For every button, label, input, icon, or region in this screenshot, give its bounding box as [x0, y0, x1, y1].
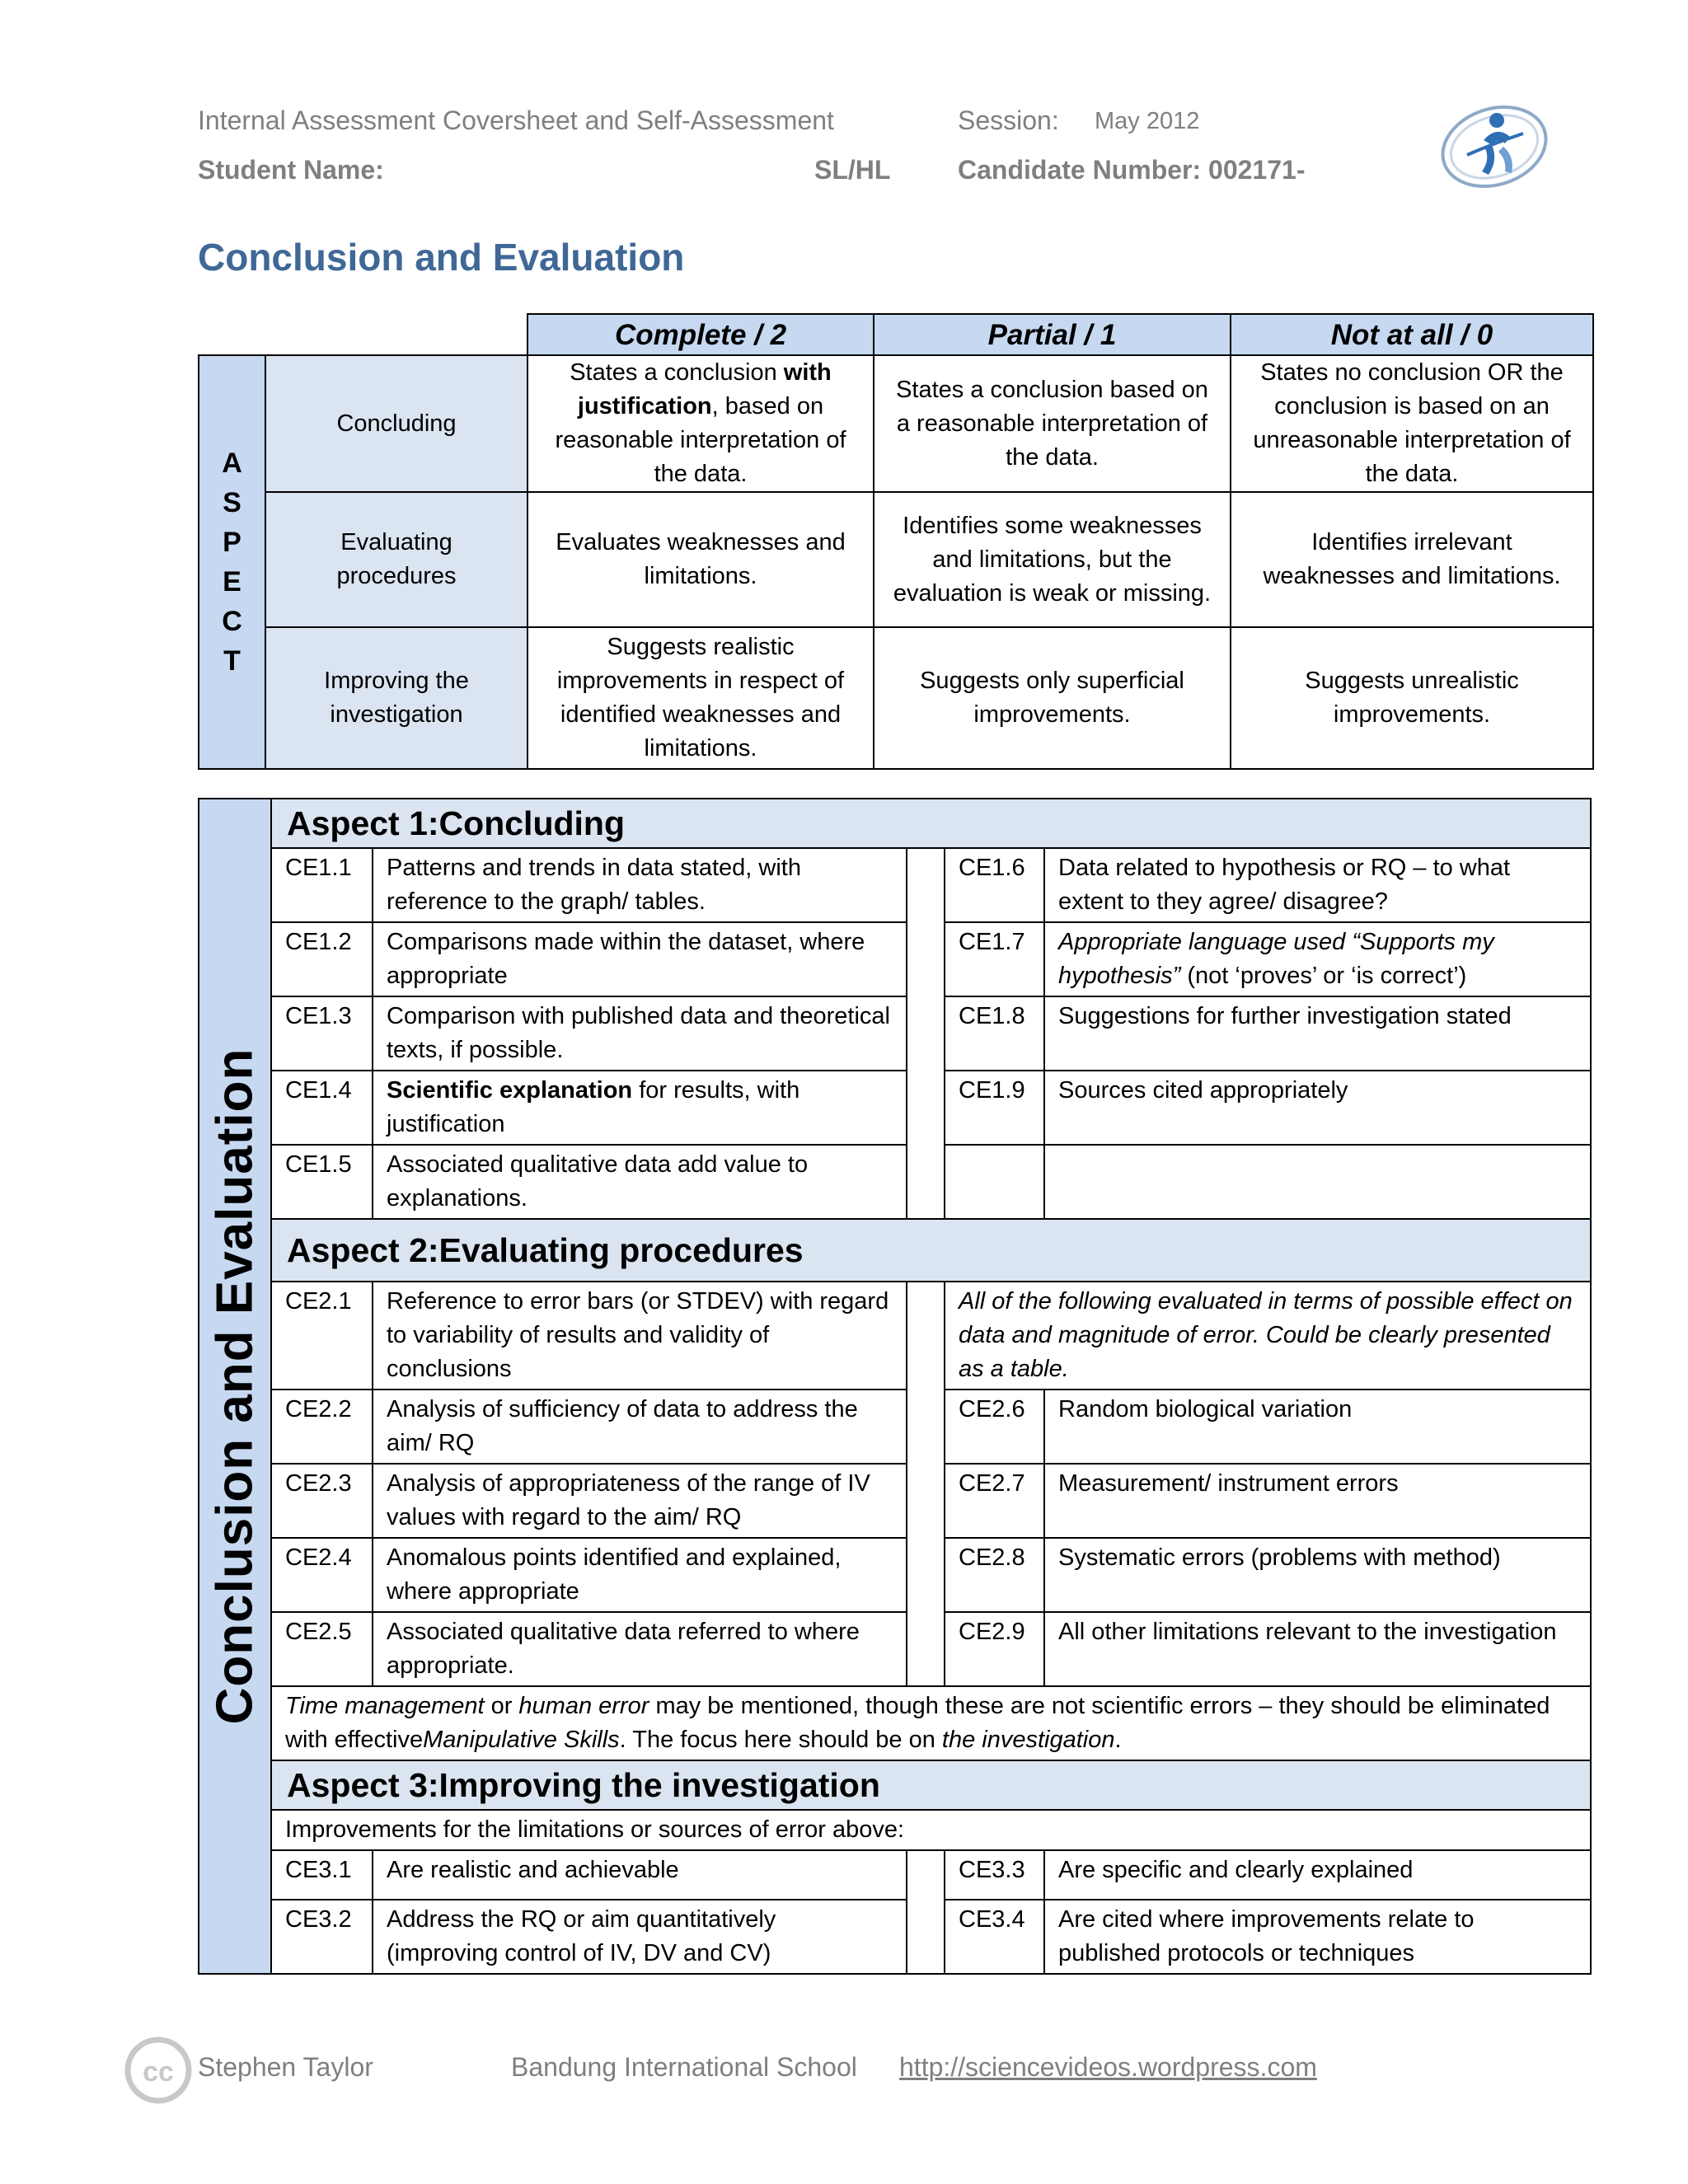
criterion-text: Random biological variation: [1044, 1390, 1591, 1464]
rubric-cell-complete: States a conclusion with justification, based on reasonable interpretation of the data.: [528, 355, 874, 492]
session-label: Session:: [958, 105, 1059, 135]
rubric-cell-none: Suggests unrealistic improvements.: [1231, 627, 1593, 769]
rubric-cell-partial: Suggests only superficial improvements.: [874, 627, 1231, 769]
criterion-code: CE1.2: [271, 922, 373, 996]
criteria-row: [199, 1464, 1591, 1538]
rubric-corner: [199, 314, 265, 355]
criteria-row: [199, 1145, 1591, 1219]
criterion-text: Systematic errors (problems with method): [1044, 1538, 1591, 1612]
rubric-cell-partial: States a conclusion based on a reasonable interpretation of the data.: [874, 355, 1231, 492]
candidate-number: Candidate Number: 002171-: [958, 155, 1306, 185]
column-gap: [907, 848, 945, 1219]
rubric-corner: [265, 314, 528, 355]
criteria-row: [199, 1071, 1591, 1145]
criterion-text: Appropriate language used “Supports my hypothesis” (not ‘proves’ or ‘is correct’): [1044, 922, 1591, 996]
criterion-text: All other limitations relevant to the investigation: [1044, 1612, 1591, 1686]
empty-cell: [1044, 1145, 1591, 1219]
criterion-code: CE1.7: [945, 922, 1044, 996]
aspect-letter: A: [222, 448, 242, 479]
criterion-text: Comparisons made within the dataset, where appropriate: [373, 922, 907, 996]
aspect-letter: C: [222, 606, 242, 637]
criterion-code: CE1.3: [271, 996, 373, 1071]
criterion-code: CE1.4: [271, 1071, 373, 1145]
page-title: Conclusion and Evaluation: [198, 236, 685, 279]
criterion-code: CE2.6: [945, 1390, 1044, 1464]
column-gap: [907, 1850, 945, 1974]
rubric-cell-complete: Suggests realistic improvements in respect of identified weaknesses and limitations.: [528, 627, 874, 769]
criterion-text: Patterns and trends in data stated, with reference to the graph/ tables.: [373, 848, 907, 922]
criteria-row: [199, 1850, 1591, 1900]
column-gap: [907, 1282, 945, 1686]
criterion-code: CE1.9: [945, 1071, 1044, 1145]
aspect-1-title: Aspect 1:Concluding: [271, 799, 1591, 848]
criterion-code: CE3.3: [945, 1850, 1044, 1900]
session-value: May 2012: [1095, 108, 1200, 134]
intro-row: [199, 1810, 1591, 1850]
criterion-code: CE2.9: [945, 1612, 1044, 1686]
rubric-column-header: Not at all / 0: [1231, 314, 1593, 355]
criterion-text: Are cited where improvements relate to published protocols or techniques: [1044, 1900, 1591, 1974]
rubric-header-row: [199, 314, 1593, 355]
document-title: Internal Assessment Coversheet and Self-Assessment: [198, 105, 834, 135]
criterion-text: Associated qualitative data add value to explanations.: [373, 1145, 907, 1219]
rubric-row: [199, 627, 1593, 769]
criterion-text: Sources cited appropriately: [1044, 1071, 1591, 1145]
improvements-intro: Improvements for the limitations or sources of error above:: [271, 1810, 1591, 1850]
aspect-letter: S: [223, 487, 241, 518]
criterion-text: Analysis of appropriateness of the range of IV values with regard to the aim/ RQ: [373, 1464, 907, 1538]
criterion-code: CE1.6: [945, 848, 1044, 922]
criterion-text: Scientific explanation for results, with justification: [373, 1071, 907, 1145]
criterion-text: Are specific and clearly explained: [1044, 1850, 1591, 1900]
criteria-row: [199, 996, 1591, 1071]
aspect-2-title: Aspect 2:Evaluating procedures: [271, 1219, 1591, 1282]
criteria-row: [199, 1900, 1591, 1974]
criterion-code: CE3.1: [271, 1850, 373, 1900]
criterion-text: Suggestions for further investigation stated: [1044, 996, 1591, 1071]
criteria-row: [199, 922, 1591, 996]
criterion-code: CE3.4: [945, 1900, 1044, 1974]
criteria-side-title: Conclusion and Evaluation: [199, 799, 271, 1974]
rubric-column-header: Complete / 2: [528, 314, 874, 355]
rubric-cell-none: Identifies irrelevant weaknesses and limitations.: [1231, 492, 1593, 627]
errors-note: Time management or human error may be mentioned, though these are not scientific errors – they should be eliminated with effectiveManipulative Skills. The focus here should be on the investigation.: [271, 1686, 1591, 1760]
criterion-text: Comparison with published data and theoretical texts, if possible.: [373, 996, 907, 1071]
criterion-text: Are realistic and achievable: [373, 1850, 907, 1900]
rubric-cell-none: States no conclusion OR the conclusion is based on an unreasonable interpretation of the data.: [1231, 355, 1593, 492]
criteria-table: [198, 798, 1592, 1975]
note-row: [199, 1686, 1591, 1760]
criterion-code: CE2.5: [271, 1612, 373, 1686]
aspect-letter: E: [223, 566, 241, 598]
footer-url-link[interactable]: http://sciencevideos.wordpress.com: [899, 2052, 1317, 2082]
footer-link-wrap: [899, 2052, 1317, 2083]
svg-text:cc: cc: [143, 2056, 174, 2088]
aspect-header-row: [199, 1219, 1591, 1282]
aspect-letter: P: [223, 527, 241, 558]
aspect-header-row: [199, 1760, 1591, 1810]
criterion-code: CE1.5: [271, 1145, 373, 1219]
criterion-text: Associated qualitative data referred to where appropriate.: [373, 1612, 907, 1686]
evaluation-note: All of the following evaluated in terms of possible effect on data and magnitude of error. Could be clearly presented as a table.: [945, 1282, 1591, 1390]
rubric-column-header: Partial / 1: [874, 314, 1231, 355]
footer-author: Stephen Taylor: [198, 2052, 373, 2082]
criterion-code: CE1.8: [945, 996, 1044, 1071]
criteria-row: [199, 1282, 1591, 1390]
criteria-row: [199, 1538, 1591, 1612]
rubric-row: [199, 492, 1593, 627]
criterion-text: Analysis of sufficiency of data to address the aim/ RQ: [373, 1390, 907, 1464]
aspect-letter: T: [223, 645, 241, 677]
criterion-text: Address the RQ or aim quantitatively (improving control of IV, DV and CV): [373, 1900, 907, 1974]
aspect-header-row: [199, 799, 1591, 848]
criteria-row: [199, 1612, 1591, 1686]
criterion-text: Data related to hypothesis or RQ – to what extent to they agree/ disagree?: [1044, 848, 1591, 922]
criteria-row: [199, 848, 1591, 922]
rubric-cell-partial: Identifies some weaknesses and limitations, but the evaluation is weak or missing.: [874, 492, 1231, 627]
criterion-code: CE1.1: [271, 848, 373, 922]
criterion-code: CE2.7: [945, 1464, 1044, 1538]
footer-school: Bandung International School: [511, 2052, 857, 2082]
criterion-code: CE2.3: [271, 1464, 373, 1538]
criteria-row: [199, 1390, 1591, 1464]
aspect-side-label: [199, 355, 265, 769]
criterion-code: CE2.1: [271, 1282, 373, 1390]
criterion-code: CE2.4: [271, 1538, 373, 1612]
criterion-text: Anomalous points identified and explained, where appropriate: [373, 1538, 907, 1612]
creative-commons-icon: [124, 2036, 193, 2105]
school-logo-icon: [1434, 97, 1554, 196]
rubric-cell-complete: Evaluates weaknesses and limitations.: [528, 492, 874, 627]
criterion-text: Reference to error bars (or STDEV) with regard to variability of results and validity of conclusions: [373, 1282, 907, 1390]
criterion-text: Measurement/ instrument errors: [1044, 1464, 1591, 1538]
level-label: SL/HL: [814, 155, 891, 185]
rubric-row: [199, 355, 1593, 492]
student-name-label: Student Name:: [198, 155, 384, 185]
rubric-row-label: Improving the investigation: [265, 627, 528, 769]
empty-cell: [945, 1145, 1044, 1219]
criterion-code: CE2.8: [945, 1538, 1044, 1612]
aspect-3-title: Aspect 3:Improving the investigation: [271, 1760, 1591, 1810]
rubric-row-label: Evaluating procedures: [265, 492, 528, 627]
criterion-code: CE3.2: [271, 1900, 373, 1974]
rubric-row-label: Concluding: [265, 355, 528, 492]
criterion-code: CE2.2: [271, 1390, 373, 1464]
rubric-table: [198, 313, 1594, 770]
